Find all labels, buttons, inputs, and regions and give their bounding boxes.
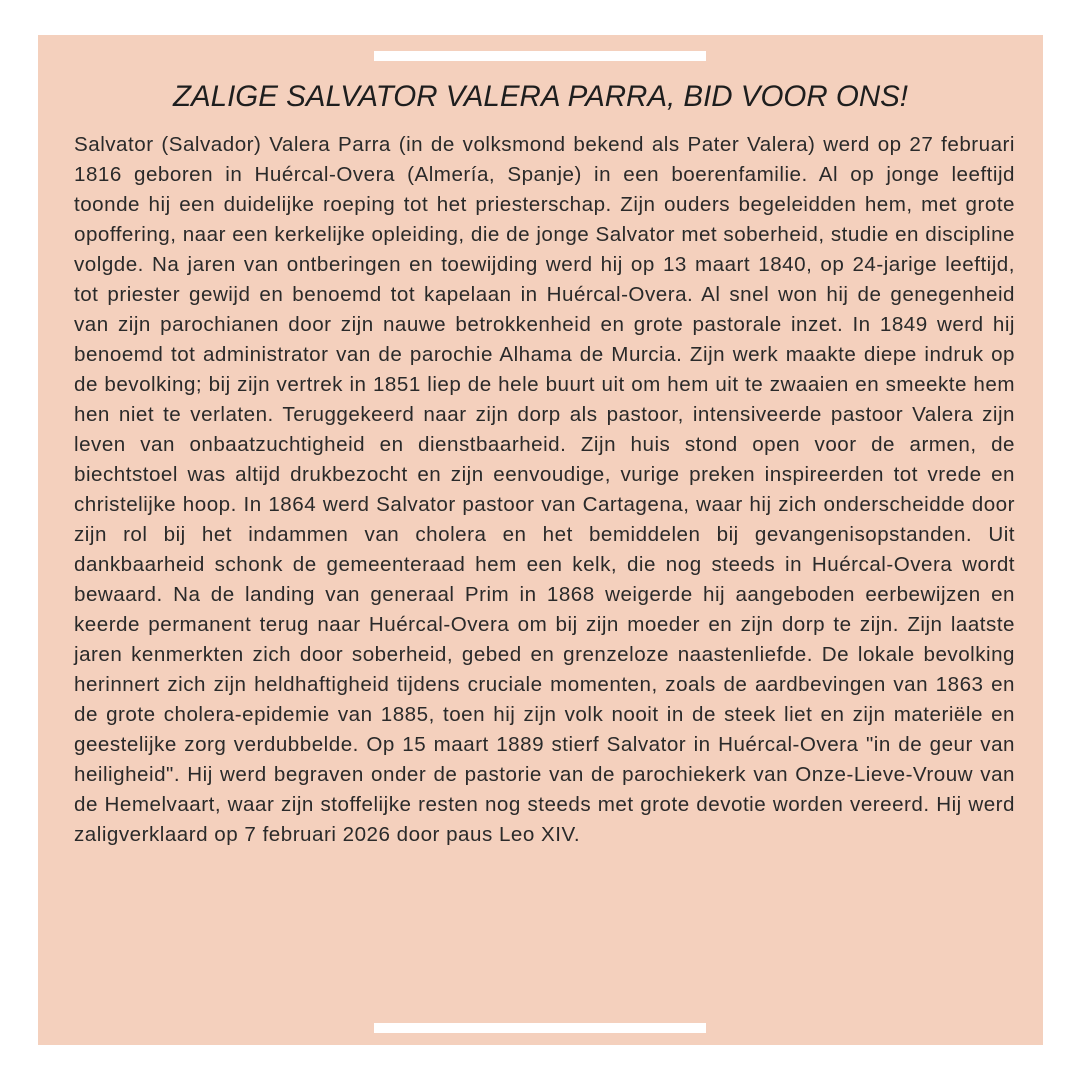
biography-text: Salvator (Salvador) Valera Parra (in de volksmond bekend als Pater Valera) werd op 27 februari 1816 geboren in Huércal-Overa (Almería, Spanje) in een boerenfamilie. Al op jonge leeftijd toonde hij een duidelijke roeping tot het priesterschap. Zijn ouders begeleidden hem, met grote opoffering, naar een kerkelijke opleiding, die de jonge Salvator met soberheid, studie en discipline volgde. Na jaren van ontberingen en toewijding werd hij op 13 maart 1840, op 24-jarige leeftijd, tot priester gewijd en benoemd tot kapelaan in Huércal-Overa. Al snel won hij de genegenheid van zijn parochianen door zijn nauwe betrokkenheid en grote pastorale inzet. In 1849 werd hij benoemd tot administrator van de parochie Alhama de Murcia. Zijn werk maakte diepe indruk op de bevolking; bij zijn vertrek in 1851 liep de hele buurt uit om hem uit te zwaaien en smeekte hem hen niet te verlaten. Teruggekeerd naar zijn dorp als pastoor, intensiveerde pastoor Valera zijn leven van onbaatzuchtigheid en dienstbaarheid. Zijn huis stond open voor de armen, de biechtstoel was altijd drukbezocht en zijn eenvoudige, vurige preken inspireerden tot vrede en christelijke hoop. In 1864 werd Salvator pastoor van Cartagena, waar hij zich onderscheidde door zijn rol bij het indammen van cholera en het bemiddelen bij gevangenisopstanden. Uit dankbaarheid schonk de gemeenteraad hem een kelk, die nog steeds in Huércal-Overa wordt bewaard. Na de landing van generaal Prim in 1868 weigerde hij aangeboden eerbewijzen en keerde permanent terug naar Huércal-Overa om bij zijn moeder en zijn dorp te zijn. Zijn laatste jaren kenmerkten zich door soberheid, gebed en grenzeloze naastenliefde. De lokale bevolking herinnert zich zijn heldhaftigheid tijdens cruciale momenten, zoals de aardbevingen van 1863 en de grote cholera-epidemie van 1885, toen hij zijn volk nooit in de steek liet en zijn materiële en geestelijke zorg verdubbelde. Op 15 maart 1889 stierf Salvator in Huércal-Overa "in de geur van heiligheid". Hij werd begraven onder de pastorie van de parochiekerk van Onze-Lieve-Vrouw van de Hemelvaart, waar zijn stoffelijke resten nog steeds met grote devotie worden vereerd. Hij werd zaligverklaard op 7 februari 2026 door paus Leo XIV. <box>74 133 1015 846</box>
prayer-card <box>38 35 1043 1045</box>
top-accent-bar <box>374 51 706 61</box>
bottom-accent-bar <box>374 1023 706 1033</box>
page-title: ZALIGE SALVATOR VALERA PARRA, BID VOOR ONS! <box>172 80 908 113</box>
